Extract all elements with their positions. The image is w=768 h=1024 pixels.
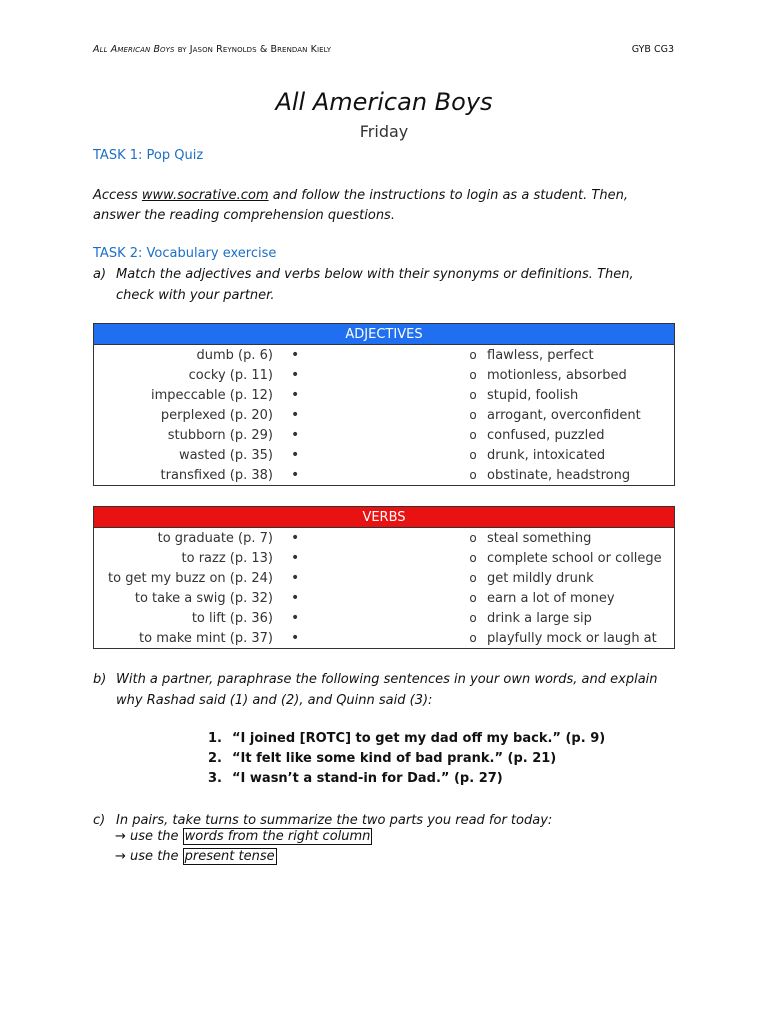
term-cell: to razz (p. 13)	[181, 550, 273, 566]
spacer-cell	[351, 365, 459, 385]
spacer-cell	[351, 465, 459, 486]
spacer-cell	[351, 528, 459, 549]
term-cell: cocky (p. 11)	[188, 367, 273, 383]
match-row	[94, 405, 675, 425]
definition-cell: drunk, intoxicated	[487, 447, 606, 463]
boxed-phrase: present tense	[184, 849, 275, 864]
term-cell: dumb (p. 6)	[196, 347, 273, 363]
spacer-cell	[351, 445, 459, 465]
instruction-line	[115, 849, 277, 864]
task1-text-after: and follow the instructions to login as a student. Then, answer the reading comprehension questions.	[93, 188, 628, 223]
spacer-cell	[351, 405, 459, 425]
definition-cell: earn a lot of money	[487, 590, 615, 606]
verbs-table	[93, 506, 675, 649]
match-row	[94, 588, 675, 608]
term-cell: wasted (p. 35)	[178, 447, 273, 463]
item-b-text: With a partner, paraphrase the following sentences in your own words, and explain why Rashad said (1) and (2), and Quinn said (3):	[116, 672, 658, 708]
spacer-cell	[351, 588, 459, 608]
definition-cell: stupid, foolish	[487, 387, 579, 403]
quote-item	[208, 769, 605, 789]
bullet-point: •	[291, 407, 300, 423]
quote-item	[208, 729, 605, 749]
definition-cell: steal something	[487, 530, 592, 546]
circle-point: o	[469, 428, 477, 442]
quote-number: 1.	[208, 731, 222, 746]
adjectives-table	[93, 323, 675, 486]
circle-point: o	[469, 631, 477, 645]
instruction-prefix: use the	[130, 849, 183, 864]
boxed-phrase: words from the right column	[184, 829, 371, 844]
spacer-cell	[351, 568, 459, 588]
page-subtitle: Friday	[359, 122, 409, 141]
quote-list	[208, 729, 605, 789]
term-cell: impeccable (p. 12)	[151, 387, 273, 403]
match-row	[94, 345, 675, 366]
item-c-text: In pairs, take turns to summarize the two parts you read for today:	[116, 813, 553, 828]
spacer-cell	[351, 425, 459, 445]
term-cell: to lift (p. 36)	[191, 610, 273, 626]
header-book-title: All American Boys	[93, 44, 175, 55]
spacer-cell	[351, 345, 459, 366]
term-cell: transfixed (p. 38)	[160, 467, 273, 483]
match-row	[94, 465, 675, 486]
quote-text: “It felt like some kind of bad prank.” (p. 21)	[232, 751, 557, 766]
item-a-text: Match the adjectives and verbs below with their synonyms or definitions. Then, check with your partner.	[116, 267, 634, 303]
match-row	[94, 385, 675, 405]
bullet-point: •	[291, 630, 300, 646]
term-cell: to get my buzz on (p. 24)	[108, 570, 273, 586]
circle-point: o	[469, 388, 477, 402]
quote-number: 2.	[208, 751, 222, 766]
quote-text: “I wasn’t a stand-in for Dad.” (p. 27)	[232, 771, 503, 786]
bullet-point: •	[291, 367, 300, 383]
match-row	[94, 608, 675, 628]
bullet-point: •	[291, 550, 300, 566]
bullet-point: •	[291, 590, 300, 606]
definition-cell: playfully mock or laugh at	[487, 630, 657, 646]
circle-point: o	[469, 551, 477, 565]
quote-text: “I joined [ROTC] to get my dad off my back.” (p. 9)	[232, 731, 606, 746]
item-c-label: c)	[93, 813, 106, 828]
circle-point: o	[469, 468, 477, 482]
header-byline: by Jason Reynolds & Brendan Kiely	[177, 44, 332, 55]
bullet-point: •	[291, 467, 300, 483]
match-row	[94, 528, 675, 549]
match-row	[94, 568, 675, 588]
match-row	[94, 445, 675, 465]
term-cell: perplexed (p. 20)	[160, 407, 273, 423]
circle-point: o	[469, 368, 477, 382]
instruction-prefix: use the	[130, 829, 183, 844]
socrative-link[interactable]: www.socrative.com	[141, 188, 269, 203]
quote-number: 3.	[208, 771, 222, 786]
circle-point: o	[469, 591, 477, 605]
bullet-point: •	[291, 387, 300, 403]
term-cell: to graduate (p. 7)	[157, 530, 273, 546]
task1-text-before: Access	[93, 188, 142, 203]
bullet-point: •	[291, 570, 300, 586]
definition-cell: motionless, absorbed	[487, 367, 627, 383]
bullet-point: •	[291, 610, 300, 626]
header-code: GYB CG3	[631, 44, 674, 55]
arrow-icon: →	[115, 849, 126, 864]
circle-point: o	[469, 571, 477, 585]
verbs-header: VERBS	[94, 507, 675, 528]
match-row	[94, 628, 675, 649]
page-title: All American Boys	[275, 88, 493, 116]
spacer-cell	[351, 608, 459, 628]
definition-cell: complete school or college	[487, 550, 662, 566]
item-b-label: b)	[93, 672, 107, 687]
circle-point: o	[469, 448, 477, 462]
definition-cell: drink a large sip	[487, 610, 592, 626]
bullet-point: •	[291, 427, 300, 443]
circle-point: o	[469, 531, 477, 545]
task1-instructions	[93, 186, 675, 226]
adjectives-header: ADJECTIVES	[94, 324, 675, 345]
adjectives-table-body	[94, 345, 675, 486]
task2-heading: TASK 2: Vocabulary exercise	[93, 246, 277, 261]
running-header	[93, 44, 331, 55]
spacer-cell	[351, 385, 459, 405]
instruction-line	[115, 829, 372, 844]
task1-heading: TASK 1: Pop Quiz	[93, 148, 204, 163]
quote-item	[208, 749, 605, 769]
definition-cell: obstinate, headstrong	[487, 467, 631, 483]
match-row	[94, 365, 675, 385]
definition-cell: flawless, perfect	[487, 347, 594, 363]
term-cell: stubborn (p. 29)	[167, 427, 273, 443]
circle-point: o	[469, 408, 477, 422]
match-row	[94, 425, 675, 445]
verbs-table-body	[94, 528, 675, 649]
spacer-cell	[351, 628, 459, 649]
match-row	[94, 548, 675, 568]
circle-point: o	[469, 611, 477, 625]
item-a-label: a)	[93, 267, 107, 282]
term-cell: to make mint (p. 37)	[139, 630, 273, 646]
definition-cell: arrogant, overconfident	[487, 407, 641, 423]
definition-cell: get mildly drunk	[487, 570, 594, 586]
circle-point: o	[469, 348, 477, 362]
arrow-icon: →	[115, 829, 126, 844]
bullet-point: •	[291, 447, 300, 463]
bullet-point: •	[291, 530, 300, 546]
term-cell: to take a swig (p. 32)	[134, 590, 273, 606]
spacer-cell	[351, 548, 459, 568]
definition-cell: confused, puzzled	[487, 427, 605, 443]
bullet-point: •	[291, 347, 300, 363]
